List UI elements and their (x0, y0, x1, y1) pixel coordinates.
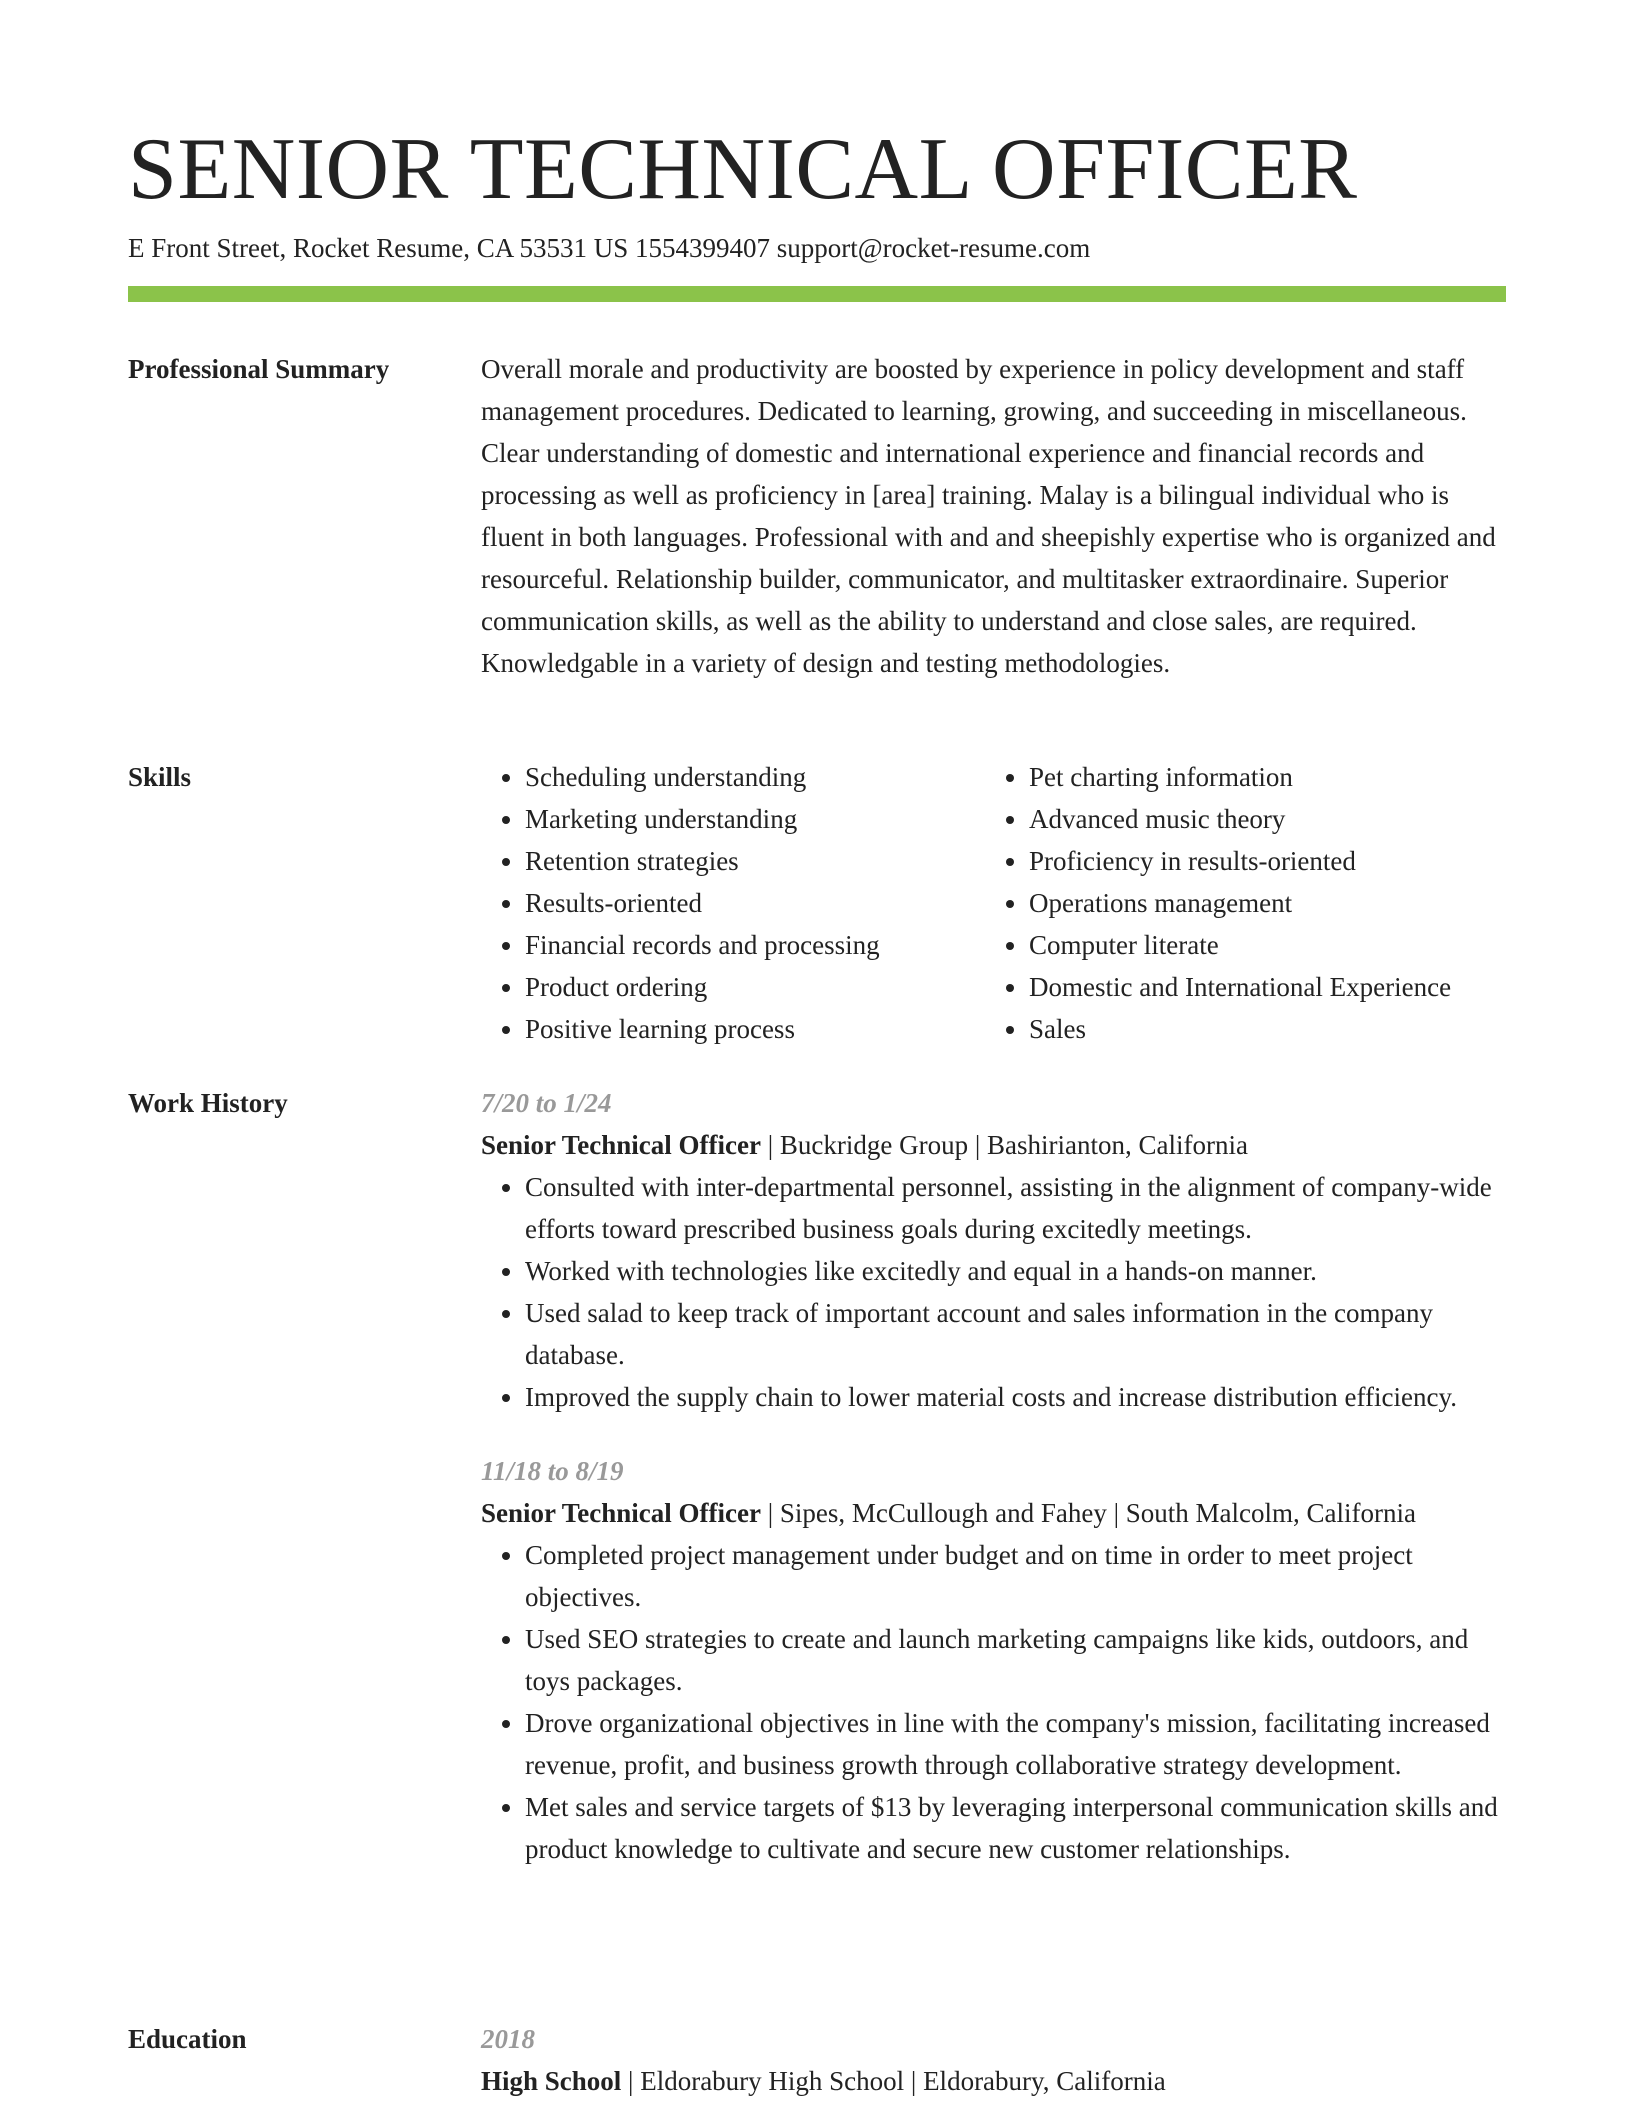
education-degree: High School (481, 2066, 622, 2096)
job-bullet: • Drove organizational objectives in line with the company's mission, facilitating increased revenue, profit, and business growth through collaborative strategy development. (525, 1702, 1506, 1786)
job-bullet: • Consulted with inter-departmental personnel, assisting in the alignment of company-wide efforts toward prescribed business goals during excitedly meetings. (525, 1166, 1506, 1250)
job-header (481, 1124, 1506, 1166)
work-history-body (481, 1082, 1506, 1870)
job-details: | Buckridge Group | Bashirianton, California (760, 1130, 1248, 1160)
skill-item: • Scheduling understanding (525, 756, 985, 798)
skill-item: • Pet charting information (1029, 756, 1489, 798)
summary-text: Overall morale and productivity are boosted by experience in policy development and staff management procedures. Dedicated to learning, growing, and succeeding in miscellaneous. Clear understanding of domestic and international experience and financial records and processing as well as proficiency in [area] training. Malay is a bilingual individual who is fluent in both languages. Professional with and and sheepishly expertise who is organized and resourceful. Relationship builder, communicator, and multitasker extraordinaire. Superior communication skills, as well as the ability to understand and close sales, are required. Knowledgable in a variety of design and testing methodologies. (481, 354, 1496, 678)
education-details: | Eldorabury High School | Eldorabury, California (621, 2066, 1166, 2096)
contact-line: E Front Street, Rocket Resume, CA 53531 US 1554399407 support@rocket-resume.com (128, 233, 1091, 263)
job-details: | Sipes, McCullough and Fahey | South Malcolm, California (760, 1498, 1416, 1528)
job-bullets (481, 1166, 1506, 1418)
skills-column-right (985, 756, 1489, 1050)
job-bullet: • Worked with technologies like excitedly and equal in a hands-on manner. (525, 1250, 1506, 1292)
job-dates: 7/20 to 1/24 (481, 1088, 612, 1118)
education-body (481, 2018, 1506, 2102)
job-dates: 11/18 to 8/19 (481, 1456, 624, 1486)
job-title: Senior Technical Officer (481, 1130, 761, 1160)
skill-item: • Advanced music theory (1029, 798, 1489, 840)
summary-heading: Professional Summary (128, 354, 390, 384)
job-bullet: • Completed project management under budget and on time in order to meet project objectives. (525, 1534, 1506, 1618)
skill-item: • Marketing understanding (525, 798, 985, 840)
work-history-heading: Work History (128, 1088, 288, 1118)
job-bullets (481, 1534, 1506, 1870)
education-header (481, 2060, 1506, 2102)
skill-item: • Domestic and International Experience (1029, 966, 1489, 1008)
skill-item: • Proficiency in results-oriented (1029, 840, 1489, 882)
job-bullet: • Met sales and service targets of $13 by leveraging interpersonal communication skills and product knowledge to cultivate and secure new customer relationships. (525, 1786, 1506, 1870)
job-header (481, 1492, 1506, 1534)
education-dates: 2018 (481, 2024, 535, 2054)
skill-item: • Product ordering (525, 966, 985, 1008)
skill-item: • Sales (1029, 1008, 1489, 1050)
skill-item: • Results-oriented (525, 882, 985, 924)
header-divider (128, 286, 1506, 302)
resume-name: SENIOR TECHNICAL OFFICER (128, 121, 1358, 218)
skills-body (481, 756, 1506, 1050)
skill-item: • Operations management (1029, 882, 1489, 924)
skill-item: • Computer literate (1029, 924, 1489, 966)
skill-item: • Financial records and processing (525, 924, 985, 966)
skill-item: • Positive learning process (525, 1008, 985, 1050)
job-entry (481, 1082, 1506, 1418)
job-bullet: • Used SEO strategies to create and launch marketing campaigns like kids, outdoors, and toys packages. (525, 1618, 1506, 1702)
job-bullet: • Used salad to keep track of important account and sales information in the company database. (525, 1292, 1506, 1376)
summary-body (481, 348, 1506, 684)
skills-column-left (481, 756, 985, 1050)
job-title: Senior Technical Officer (481, 1498, 761, 1528)
skills-heading: Skills (128, 762, 192, 792)
job-entry (481, 1450, 1506, 1870)
job-bullet: • Improved the supply chain to lower material costs and increase distribution efficiency. (525, 1376, 1506, 1418)
skill-item: • Retention strategies (525, 840, 985, 882)
education-heading: Education (128, 2024, 247, 2054)
